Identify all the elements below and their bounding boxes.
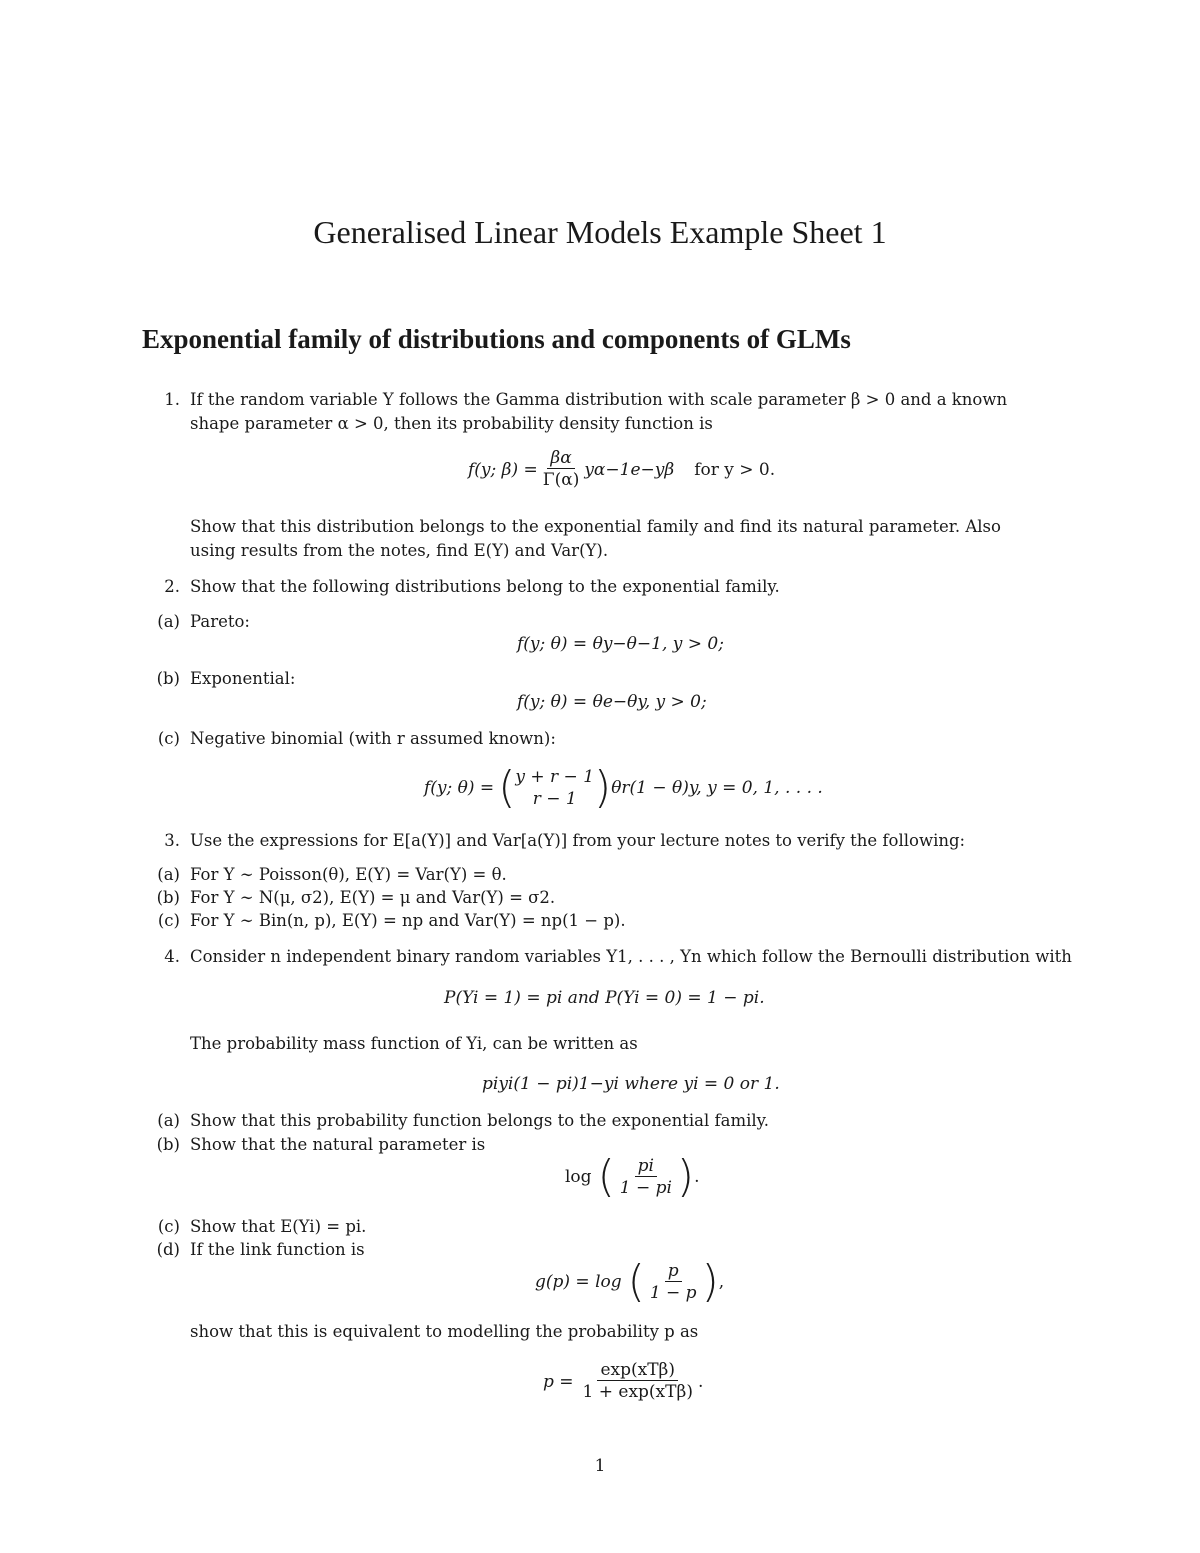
q1-line2: shape parameter α > 0, then its probability density function is xyxy=(190,414,713,433)
q2-c-text: Negative binomial (with r assumed known): xyxy=(190,729,556,748)
q1-formula-rest: yα−1e−yβ xyxy=(584,459,675,480)
q4-bernoulli: P(Yi = 1) = pi and P(Yi = 0) = 1 − pi. xyxy=(444,988,765,1008)
q4-b-fraction xyxy=(617,1156,675,1199)
q4-d-p-formula: p = $\frac{\text{exp(xTβ)}}{\text{1 + exp(xTβ)}}$ . xyxy=(543,1360,704,1402)
q1-formula-condition: for y > 0. xyxy=(694,459,776,480)
q3-c-label: (c) xyxy=(157,911,180,930)
q4-pmf: piyi(1 − pi)1−yi where yi = 0 or 1. xyxy=(482,1074,780,1094)
q1-after-line2: using results from the notes, find E(Y) and Var(Y). xyxy=(190,541,609,560)
q4-d-p-denominator: 1 + exp(xTβ) xyxy=(582,1382,693,1402)
q1-fraction xyxy=(540,448,583,491)
q4-d-p-numerator: exp(xTβ) xyxy=(597,1360,678,1381)
q4-b-denominator: 1 − pi xyxy=(619,1177,672,1198)
q4-c-text: Show that E(Yi) = pi. xyxy=(190,1217,367,1236)
right-paren-glyph: ) xyxy=(594,762,612,813)
left-paren-glyph: ( xyxy=(498,762,516,813)
q2-c-rest: θr(1 − θ)y, y = 0, 1, . . . . xyxy=(611,778,823,798)
q3-number: 3. xyxy=(164,831,180,850)
q2-a-label: (a) xyxy=(157,612,180,631)
q2-intro: Show that the following distributions belong to the exponential family. xyxy=(190,577,780,596)
q2-number: 2. xyxy=(164,577,180,596)
q2-b-label: (b) xyxy=(156,669,180,688)
q2-c-lhs: f(y; θ) = xyxy=(424,778,495,798)
q2-b-formula: f(y; θ) = θe−θy, y > 0; xyxy=(517,692,707,712)
q4-b-log: log xyxy=(565,1167,592,1187)
left-paren-glyph: ( xyxy=(627,1256,645,1307)
q4-d-p-fraction xyxy=(580,1360,696,1403)
q2-a-formula: f(y; θ) = θy−θ−1, y > 0; xyxy=(517,634,724,654)
q1-line1: If the random variable Y follows the Gamma distribution with scale parameter β > 0 and a known xyxy=(190,390,1008,409)
q4-number: 4. xyxy=(164,947,180,966)
q3-c-text: For Y ∼ Bin(n, p), E(Y) = np and Var(Y) = np(1 − p). xyxy=(190,911,626,930)
q2-c-label: (c) xyxy=(157,729,180,748)
q4-a-label: (a) xyxy=(157,1111,180,1130)
right-paren-glyph: ) xyxy=(701,1256,719,1307)
q4-d-lhs: g(p) = log xyxy=(535,1272,622,1292)
q3-b-text: For Y ∼ N(μ, σ2), E(Y) = μ and Var(Y) = σ2. xyxy=(190,888,556,907)
q3-b-label: (b) xyxy=(156,888,180,907)
q1-number: 1. xyxy=(164,390,180,409)
q4-b-numerator: pi xyxy=(635,1156,657,1177)
q2-b-text: Exponential: xyxy=(190,669,296,688)
q2-c-binom-top: y + r − 1 xyxy=(515,767,595,787)
q1-fraction-denominator: Γ(α) xyxy=(542,470,580,490)
q2-c-formula xyxy=(424,762,823,813)
document-title: Generalised Linear Models Example Sheet 1 xyxy=(313,214,887,250)
section-heading: Exponential family of distributions and components of GLMs xyxy=(142,324,851,354)
q4-d-denominator: 1 − p xyxy=(649,1282,697,1303)
q4-d-after: show that this is equivalent to modelling the probability p as xyxy=(190,1322,699,1341)
q2-c-binom-bottom: r − 1 xyxy=(532,789,577,809)
q4-d-text: If the link function is xyxy=(190,1240,365,1259)
q4-c-label: (c) xyxy=(157,1217,180,1236)
q3-a-label: (a) xyxy=(157,865,180,884)
q1-fraction-numerator: βα xyxy=(547,448,574,469)
left-paren-glyph: ( xyxy=(597,1151,615,1202)
q3-intro: Use the expressions for E[a(Y)] and Var[a(Y)] from your lecture notes to verify the following: xyxy=(190,831,966,850)
q1-after-line1: Show that this distribution belongs to the exponential family and find its natural parameter. Also xyxy=(190,517,1001,536)
right-paren-glyph: ) xyxy=(676,1151,695,1202)
q4-b-label: (b) xyxy=(156,1135,180,1154)
q4-d-formula: g(p) = log ( $\frac{p}{1 - p}$ ) , xyxy=(535,1256,725,1307)
q2-a-text: Pareto: xyxy=(190,612,250,631)
q4-d-p-lhs: p = xyxy=(543,1371,574,1392)
q4-pmf-intro: The probability mass function of Yi, can be written as xyxy=(190,1034,638,1053)
q3-a-text: For Y ∼ Poisson(θ), E(Y) = Var(Y) = θ. xyxy=(190,865,507,884)
page-number: 1 xyxy=(594,1456,606,1476)
q4-b-text: Show that the natural parameter is xyxy=(190,1135,486,1154)
q4-d-numerator: p xyxy=(665,1261,682,1282)
q4-intro: Consider n independent binary random variables Y1, . . . , Yn which follow the Bernoulli distribution with xyxy=(190,947,1072,966)
q4-b-formula: log ( $\frac{pi}{1 - pi}$ ) . xyxy=(565,1151,700,1202)
q1-formula-lhs: f(y; β) = xyxy=(468,459,538,480)
q4-a-text: Show that this probability function belongs to the exponential family. xyxy=(190,1111,770,1130)
q4-d-label: (d) xyxy=(156,1240,180,1259)
q2-c-binomial xyxy=(515,766,594,810)
q1-formula xyxy=(468,448,775,491)
q4-d-fraction xyxy=(647,1261,700,1304)
